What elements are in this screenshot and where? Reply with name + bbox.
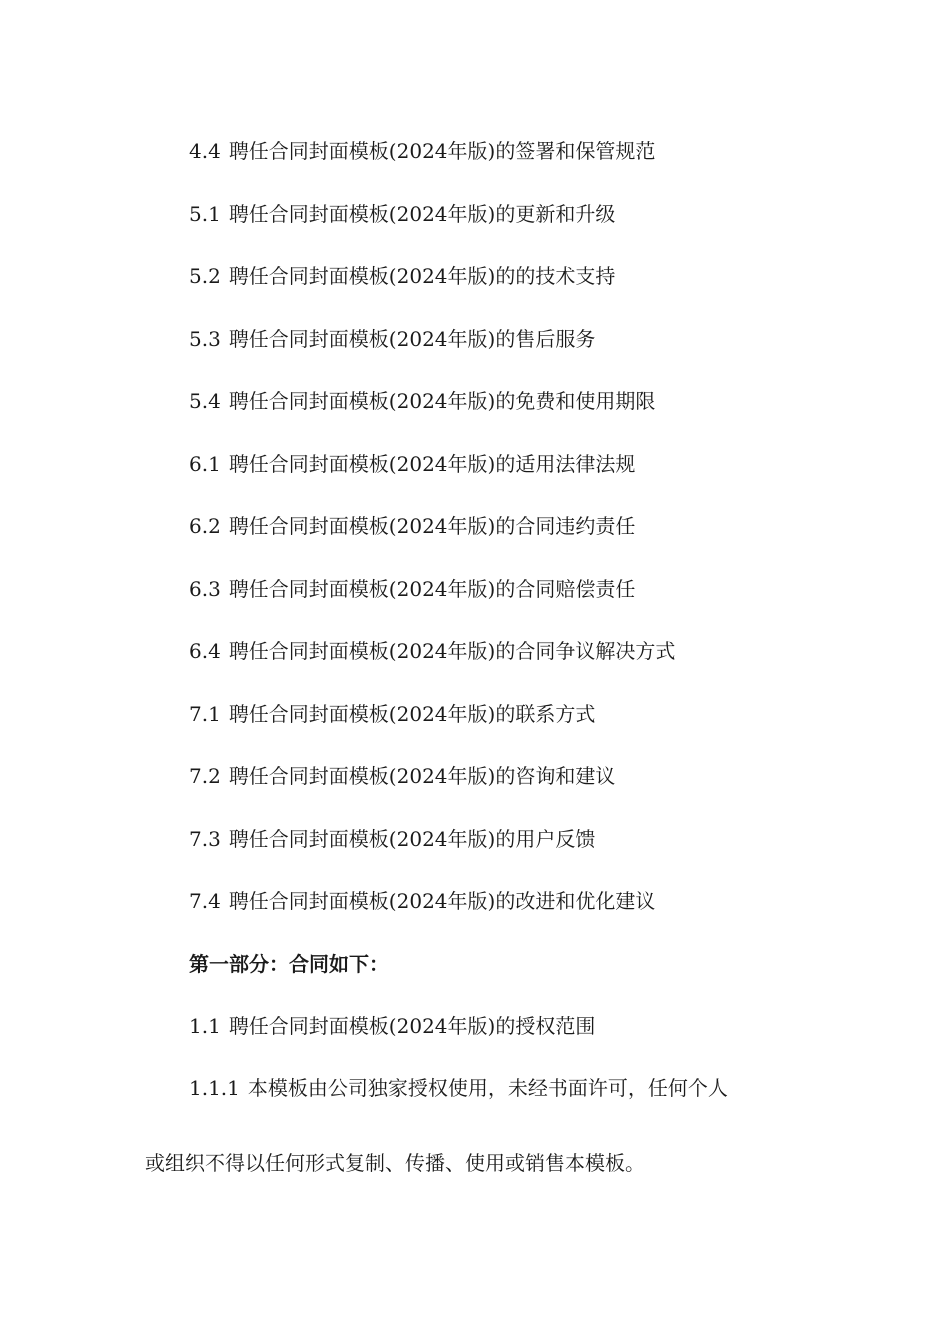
toc-item-number: 5.2	[189, 264, 221, 288]
toc-item-number: 5.3	[189, 326, 221, 351]
clause-title	[189, 1009, 595, 1043]
subclause-number: 1.1.1	[189, 1076, 240, 1100]
clause-title-text: 聘任合同封面模板(2024年版)的授权范围	[228, 1014, 596, 1038]
toc-item-text: 聘任合同封面模板(2024年版)的咨询和建议	[228, 764, 616, 788]
toc-item	[189, 447, 675, 510]
toc-item-number: 6.2	[189, 514, 221, 538]
paragraph-text-line2: 或组织不得以任何形式复制、传播、使用或销售本模板。	[145, 1151, 645, 1175]
toc-item-number: 5.4	[189, 389, 221, 413]
toc-item	[189, 572, 675, 635]
toc-item	[189, 259, 675, 322]
clause-number: 1.1	[189, 1014, 221, 1038]
toc-item	[189, 509, 675, 572]
toc-item-text: 聘任合同封面模板(2024年版)的更新和升级	[228, 201, 616, 226]
toc-item-text: 聘任合同封面模板(2024年版)的联系方式	[228, 701, 596, 726]
toc-item-number: 7.2	[189, 764, 221, 788]
toc-item	[189, 322, 675, 385]
toc-item-text: 聘任合同封面模板(2024年版)的合同争议解决方式	[228, 639, 676, 663]
toc-item-number: 7.1	[189, 701, 221, 726]
toc-item	[189, 134, 675, 197]
toc-item	[189, 884, 675, 947]
toc-item-number: 7.4	[189, 889, 221, 913]
toc-item-text: 聘任合同封面模板(2024年版)的合同违约责任	[228, 514, 636, 538]
toc-item-text: 聘任合同封面模板(2024年版)的售后服务	[228, 326, 596, 351]
clause-paragraph	[145, 1071, 815, 1180]
toc-item-number: 7.3	[189, 826, 221, 851]
toc-item	[189, 697, 675, 760]
toc-item-number: 6.3	[189, 576, 221, 601]
table-of-contents	[189, 134, 675, 947]
toc-item-number: 4.4	[189, 139, 221, 163]
toc-item-number: 6.4	[189, 639, 221, 663]
toc-item	[189, 822, 675, 885]
toc-item-text: 聘任合同封面模板(2024年版)的合同赔偿责任	[228, 576, 636, 601]
toc-item-text: 聘任合同封面模板(2024年版)的用户反馈	[228, 826, 596, 851]
toc-item-number: 6.1	[189, 451, 221, 476]
toc-item	[189, 384, 675, 447]
toc-item-number: 5.1	[189, 201, 221, 226]
toc-item	[189, 759, 675, 822]
paragraph-first-line	[145, 1071, 815, 1105]
toc-item-text: 聘任合同封面模板(2024年版)的免费和使用期限	[228, 389, 656, 413]
toc-item-text: 聘任合同封面模板(2024年版)的改进和优化建议	[228, 889, 656, 913]
paragraph-text-line1: 本模板由公司独家授权使用，未经书面许可，任何个人	[247, 1076, 728, 1100]
toc-item	[189, 197, 675, 260]
toc-item	[189, 634, 675, 697]
toc-item-text: 聘任合同封面模板(2024年版)的适用法律法规	[228, 451, 636, 476]
section-heading: 第一部分：合同如下：	[189, 952, 389, 976]
toc-item-text: 聘任合同封面模板(2024年版)的的技术支持	[228, 264, 616, 288]
toc-item-text: 聘任合同封面模板(2024年版)的签署和保管规范	[228, 139, 656, 163]
